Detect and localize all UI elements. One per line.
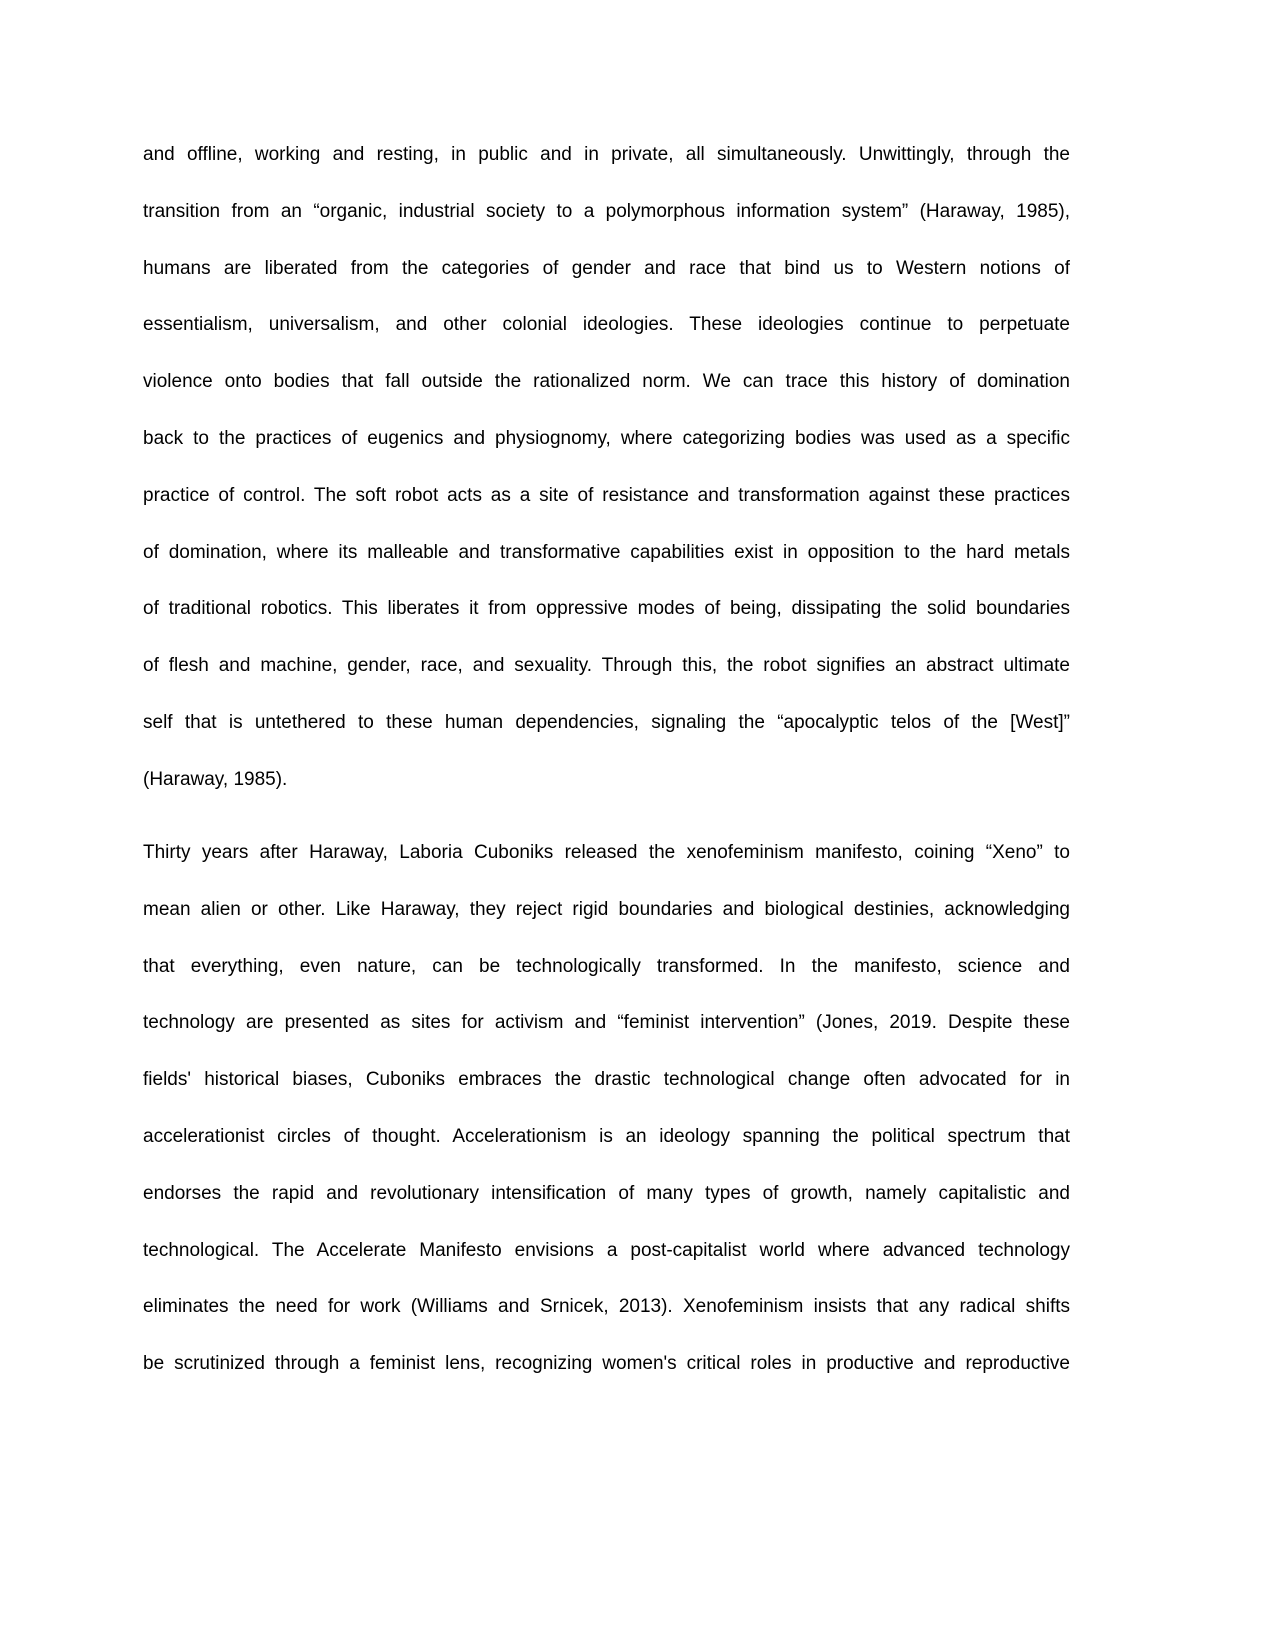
text-line: essentialism, universalism, and other colonial ideologies. These ideologies continue to perpetuate [143, 314, 1070, 336]
text-line: of flesh and machine, gender, race, and sexuality. Through this, the robot signifies an abstract ultimate [143, 655, 1070, 677]
paragraph-haraway-cyborg [143, 141, 1070, 823]
text-line: Thirty years after Haraway, Laboria Cuboniks released the xenofeminism manifesto, coining “Xeno” to [143, 842, 1070, 863]
text-line: transition from an “organic, industrial society to a polymorphous information system” (Haraway, 1985), [143, 200, 1070, 222]
text-line: and offline, working and resting, in public and in private, all simultaneously. Unwittingly, through the [143, 144, 1070, 165]
paragraph-xenofeminism [143, 839, 1070, 1407]
text-line: that everything, even nature, can be technologically transformed. In the manifesto, science and [143, 955, 1070, 977]
text-line: of domination, where its malleable and transformative capabilities exist in opposition to the hard metals [143, 541, 1070, 563]
text-line: fields' historical biases, Cuboniks embraces the drastic technological change often advocated for in [143, 1069, 1070, 1091]
text-line: technological. The Accelerate Manifesto envisions a post-capitalist world where advanced technology [143, 1239, 1070, 1261]
text-line: humans are liberated from the categories of gender and race that bind us to Western notions of [143, 257, 1070, 279]
text-line: be scrutinized through a feminist lens, recognizing women's critical roles in productive and reproductive [143, 1353, 1070, 1375]
text-line: mean alien or other. Like Haraway, they reject rigid boundaries and biological destinies, acknowledging [143, 898, 1070, 920]
text-line: accelerationist circles of thought. Accelerationism is an ideology spanning the political spectrum that [143, 1125, 1070, 1147]
text-line: violence onto bodies that fall outside the rationalized norm. We can trace this history of domination [143, 371, 1070, 393]
text-line: eliminates the need for work (Williams and Srnicek, 2013). Xenofeminism insists that any radical shifts [143, 1296, 1070, 1318]
text-line: of traditional robotics. This liberates it from oppressive modes of being, dissipating the solid boundaries [143, 598, 1070, 620]
text-line: endorses the rapid and revolutionary intensification of many types of growth, namely capitalistic and [143, 1182, 1070, 1204]
text-line: technology are presented as sites for activism and “feminist intervention” (Jones, 2019. Despite these [143, 1012, 1070, 1034]
text-line: (Haraway, 1985). [143, 768, 288, 790]
text-line: practice of control. The soft robot acts as a site of resistance and transformation against these practices [143, 484, 1070, 506]
text-line: self that is untethered to these human dependencies, signaling the “apocalyptic telos of the [West]” [143, 711, 1070, 733]
text-line: back to the practices of eugenics and physiognomy, where categorizing bodies was used as a specific [143, 427, 1070, 449]
